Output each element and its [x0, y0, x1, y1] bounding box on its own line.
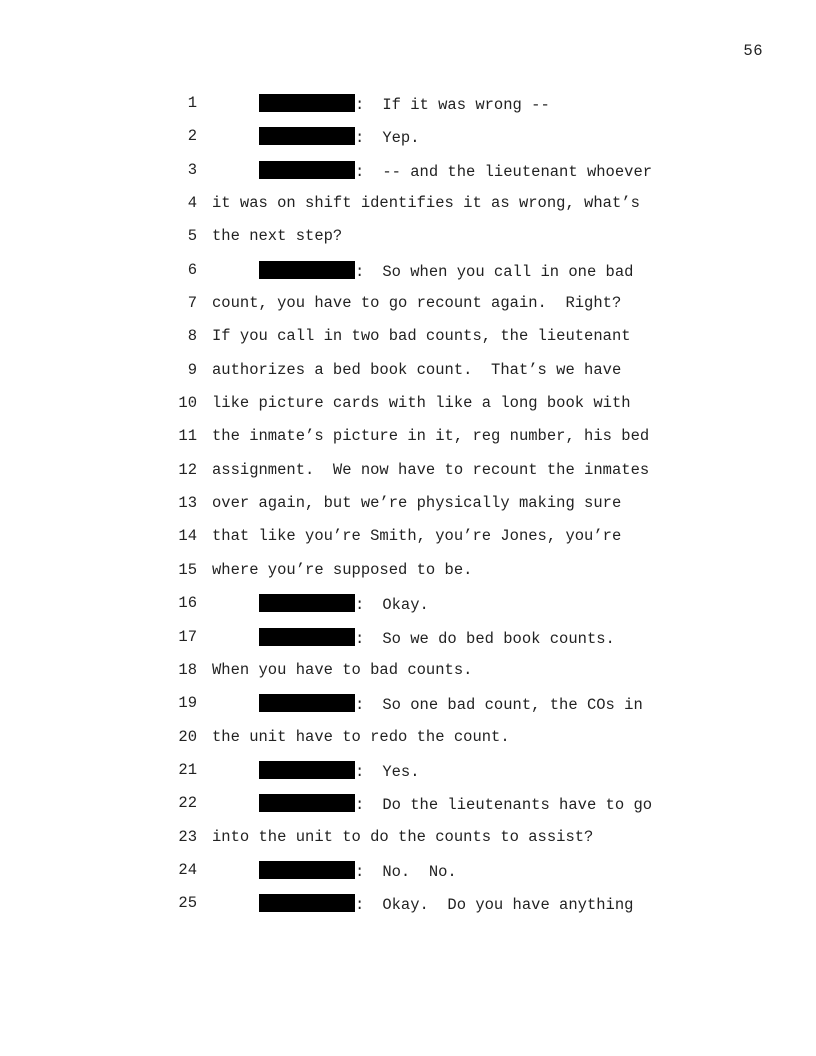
transcript-line	[0, 192, 816, 225]
redacted-speaker-name	[259, 161, 355, 179]
transcript-line	[0, 225, 816, 258]
speaker-turn	[259, 861, 457, 881]
line-number: 22	[178, 794, 197, 813]
line-number: 24	[178, 860, 197, 879]
redacted-speaker-name	[259, 794, 355, 812]
speaker-turn	[259, 628, 615, 648]
line-text: the unit have to redo the count.	[212, 727, 510, 746]
line-number: 14	[178, 527, 197, 546]
speaker-colon: :	[355, 596, 365, 615]
redacted-speaker-name	[259, 894, 355, 912]
line-text: If it was wrong --	[382, 96, 550, 114]
line-text: assignment. We now have to recount the inmates	[212, 460, 650, 479]
transcript-line	[0, 159, 816, 192]
line-text: -- and the lieutenant whoever	[382, 162, 653, 181]
redacted-speaker-name	[259, 94, 355, 112]
transcript-line	[0, 892, 816, 925]
redacted-speaker-name	[259, 594, 355, 612]
line-number: 2	[187, 127, 197, 146]
line-text: If you call in two bad counts, the lieutenant	[212, 327, 631, 346]
line-text: where you’re supposed to be.	[212, 560, 473, 579]
line-text: like picture cards with like a long book with	[212, 394, 631, 413]
line-number: 21	[178, 760, 197, 779]
speaker-colon: :	[355, 162, 365, 181]
transcript-line	[0, 125, 816, 158]
speaker-turn	[259, 94, 550, 114]
redacted-speaker-name	[259, 694, 355, 712]
transcript-line	[0, 659, 816, 692]
transcript-line	[0, 592, 816, 625]
redacted-speaker-name	[259, 761, 355, 779]
line-text: So when you call in one bad	[382, 262, 634, 281]
line-text: the inmate’s picture in it, reg number, his bed	[212, 427, 650, 446]
transcript-line	[0, 626, 816, 659]
line-text: it was on shift identifies it as wrong, what’s	[212, 194, 640, 213]
redacted-speaker-name	[259, 127, 355, 145]
line-number: 11	[178, 427, 197, 446]
transcript-line	[0, 826, 816, 859]
speaker-colon: :	[355, 796, 365, 815]
redacted-speaker-name	[259, 628, 355, 646]
transcript-line	[0, 292, 816, 325]
line-number: 6	[187, 260, 197, 279]
redacted-speaker-name	[259, 261, 355, 279]
line-text: over again, but we’re physically making sure	[212, 494, 622, 513]
line-number: 16	[178, 594, 197, 613]
line-text: Yep.	[382, 129, 420, 148]
line-number: 15	[178, 560, 197, 579]
speaker-colon: :	[355, 96, 365, 114]
speaker-turn	[259, 594, 429, 614]
line-number: 5	[187, 227, 197, 246]
line-number: 10	[178, 394, 197, 413]
transcript-line	[0, 359, 816, 392]
transcript-body	[0, 92, 816, 926]
speaker-colon: :	[355, 262, 365, 281]
line-text: When you have to bad counts.	[212, 660, 473, 679]
transcript-line	[0, 392, 816, 425]
speaker-colon: :	[355, 762, 365, 781]
line-text: No. No.	[382, 862, 457, 881]
speaker-colon: :	[355, 696, 365, 715]
transcript-line	[0, 792, 816, 825]
transcript-line	[0, 425, 816, 458]
speaker-turn	[259, 694, 643, 714]
transcript-line	[0, 759, 816, 792]
speaker-colon: :	[355, 896, 365, 915]
line-number: 12	[178, 460, 197, 479]
line-text: Okay.	[382, 596, 429, 615]
line-number: 7	[187, 294, 197, 313]
speaker-turn	[259, 161, 652, 181]
transcript-line	[0, 525, 816, 558]
transcript-line	[0, 325, 816, 358]
redacted-speaker-name	[259, 861, 355, 879]
speaker-colon: :	[355, 629, 365, 648]
speaker-turn	[259, 761, 420, 781]
line-number: 23	[178, 827, 197, 846]
line-text: Do the lieutenants have to go	[382, 796, 653, 815]
transcript-line	[0, 459, 816, 492]
line-number: 4	[187, 194, 197, 213]
line-number: 20	[178, 727, 197, 746]
transcript-line	[0, 259, 816, 292]
speaker-turn	[259, 794, 652, 814]
transcript-line	[0, 859, 816, 892]
transcript-line	[0, 559, 816, 592]
line-number: 17	[178, 627, 197, 646]
line-text: count, you have to go recount again. Right?	[212, 294, 622, 313]
line-text: authorizes a bed book count. That’s we have	[212, 360, 622, 379]
line-text: the next step?	[212, 227, 343, 246]
line-number: 1	[187, 94, 197, 112]
transcript-line	[0, 726, 816, 759]
speaker-turn	[259, 261, 633, 281]
line-number: 25	[178, 894, 197, 913]
line-number: 8	[187, 327, 197, 346]
page-number: 56	[743, 42, 763, 60]
line-text: So one bad count, the COs in	[382, 696, 643, 715]
line-text: So we do bed book counts.	[382, 629, 615, 648]
speaker-colon: :	[355, 862, 365, 881]
speaker-colon: :	[355, 129, 365, 148]
line-number: 3	[187, 160, 197, 179]
line-number: 9	[187, 360, 197, 379]
line-number: 19	[178, 694, 197, 713]
speaker-turn	[259, 127, 420, 147]
speaker-turn	[259, 894, 633, 914]
line-number: 18	[178, 660, 197, 679]
line-text: Okay. Do you have anything	[382, 896, 634, 915]
transcript-line	[0, 92, 816, 125]
transcript-line	[0, 692, 816, 725]
line-text: Yes.	[382, 762, 420, 781]
line-number: 13	[178, 494, 197, 513]
line-text: into the unit to do the counts to assist?	[212, 827, 594, 846]
line-text: that like you’re Smith, you’re Jones, you’re	[212, 527, 622, 546]
transcript-line	[0, 492, 816, 525]
